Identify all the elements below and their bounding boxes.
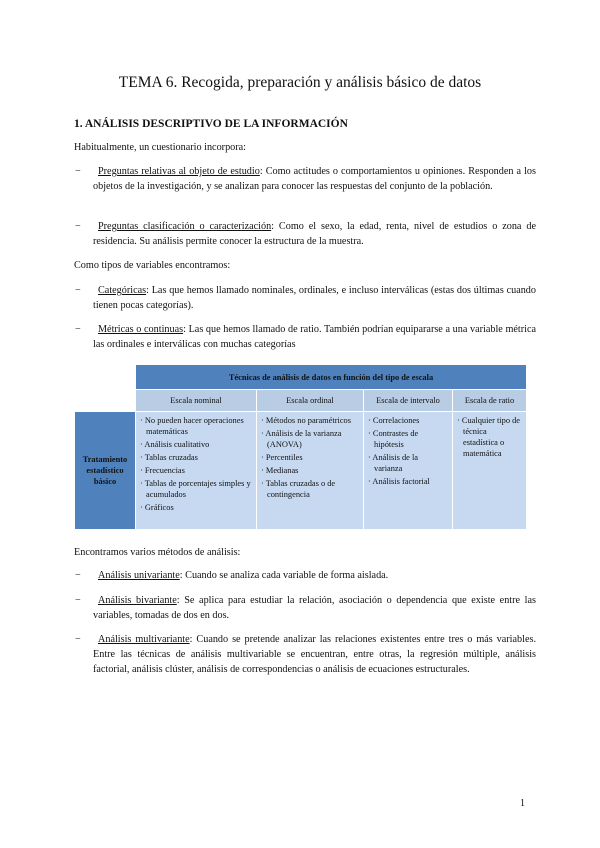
list-item (75, 164, 536, 194)
list-item-term: Preguntas relativas al objeto de estudio (98, 166, 260, 177)
row-header: Tratamiento estadístico básico (75, 412, 136, 530)
list-item-text: : Cuando se pretende analizar las relaciones existentes entre tres o más variables. Entre las técnicas de análisis multivariable se encuentran, entre otras, la regresión múltiple, análisis factorial, análisis clúster, análisis de correspondencias o análisis de ecuaciones estructurales. (93, 634, 536, 675)
list-item-text: : Las que hemos llamado nominales, ordinales, e incluso interválicas (estas dos últimas cuando tienen pocas categorías). (93, 285, 536, 311)
list-item-text: : Las que hemos llamado de ratio. También podrían equipararse a una variable métrica las ordinales e interválicas con muchas categorías (93, 324, 537, 350)
cell-list-item: · Tablas cruzadas o de contingencia (261, 479, 336, 499)
table-cell-ratio (453, 412, 527, 530)
list-item (75, 632, 536, 677)
methods-intro-paragraph: Encontramos varios métodos de análisis: (74, 547, 241, 558)
list-item-text: : Se aplica para estudiar la relación, asociación o dependencia que existe entre las variables, tomadas de dos en dos. (93, 595, 537, 621)
cell-list-item: · Medianas (261, 466, 299, 475)
cell-list-item: · No pueden hacer operaciones matemáticas (140, 416, 244, 436)
dash-bullet: − (75, 570, 81, 581)
cell-list-item: · Análisis de la varianza (368, 453, 419, 473)
list-item-term: Preguntas clasificación o caracterización (98, 221, 272, 232)
cell-list-item: · Gráficos (140, 503, 174, 512)
dash-bullet: − (75, 221, 81, 232)
list-item (75, 322, 537, 352)
table-title: Técnicas de análisis de datos en función del tipo de escala (136, 365, 527, 390)
list-item-term: Métricas o continuas (98, 324, 184, 335)
list-item-text: : Cuando se analiza cada variable de forma aislada. (179, 570, 389, 581)
list-item-term: Análisis multivariante (98, 634, 190, 645)
dash-bullet: − (75, 634, 81, 645)
list-item (75, 283, 536, 313)
list-item-term: Análisis bivariante (98, 595, 177, 606)
cell-list-item: · Contrastes de hipótesis (368, 429, 419, 449)
dash-bullet: − (75, 285, 81, 296)
table-cell-nominal (136, 412, 257, 530)
column-header: Escala de ratio (453, 390, 527, 412)
document-title: TEMA 6. Recogida, preparación y análisis básico de datos (118, 74, 482, 91)
list-item (75, 219, 536, 249)
list-item (75, 568, 536, 583)
list-item-text: : Como actitudes o comportamientos u opiniones. Responden a los objetos de la investigación, y se analizan para conocer las respuestas del conjunto de la población. (93, 166, 536, 192)
section-heading: 1. ANÁLISIS DESCRIPTIVO DE LA INFORMACIÓN (74, 118, 348, 130)
cell-list-item: · Análisis cualitativo (140, 440, 210, 449)
dash-bullet: − (75, 166, 81, 177)
table-blank-corner (75, 365, 136, 390)
column-header: Escala ordinal (257, 390, 364, 412)
dash-bullet: − (75, 324, 81, 335)
table-cell-interval (364, 412, 453, 530)
dash-bullet: − (75, 595, 81, 606)
column-header: Escala de intervalo (364, 390, 453, 412)
page-number: 1 (520, 798, 525, 809)
cell-list-item: · Tablas de porcentajes simples y acumulados (140, 479, 251, 499)
list-item-term: Análisis univariante (98, 570, 180, 581)
cell-list-item: · Análisis factorial (368, 477, 430, 486)
cell-list-item: · Análisis de la varianza (ANOVA) (261, 429, 342, 449)
cell-list-item: · Tablas cruzadas (140, 453, 198, 462)
intro-paragraph: Habitualmente, un cuestionario incorpora: (74, 142, 246, 153)
types-intro-paragraph: Como tipos de variables encontramos: (74, 260, 231, 271)
cell-list-item: · Frecuencias (140, 466, 185, 475)
table-cell-ordinal (257, 412, 364, 530)
cell-list-item: · Correlaciones (368, 416, 420, 425)
column-header: Escala nominal (136, 390, 257, 412)
cell-list-item: · Percentiles (261, 453, 303, 462)
list-item-text: : Como el sexo, la edad, renta, nivel de estudios o zona de residencia. Su análisis permite conocer la estructura de la muestra. (93, 221, 536, 247)
cell-list-item: · Métodos no paramétricos (261, 416, 352, 425)
table-blank-corner (75, 390, 136, 412)
analysis-techniques-table (74, 364, 527, 530)
cell-list-item: · Cualquier tipo de técnica estadística o matemática (457, 416, 521, 458)
list-item (75, 593, 537, 623)
list-item-term: Categóricas (98, 285, 147, 296)
